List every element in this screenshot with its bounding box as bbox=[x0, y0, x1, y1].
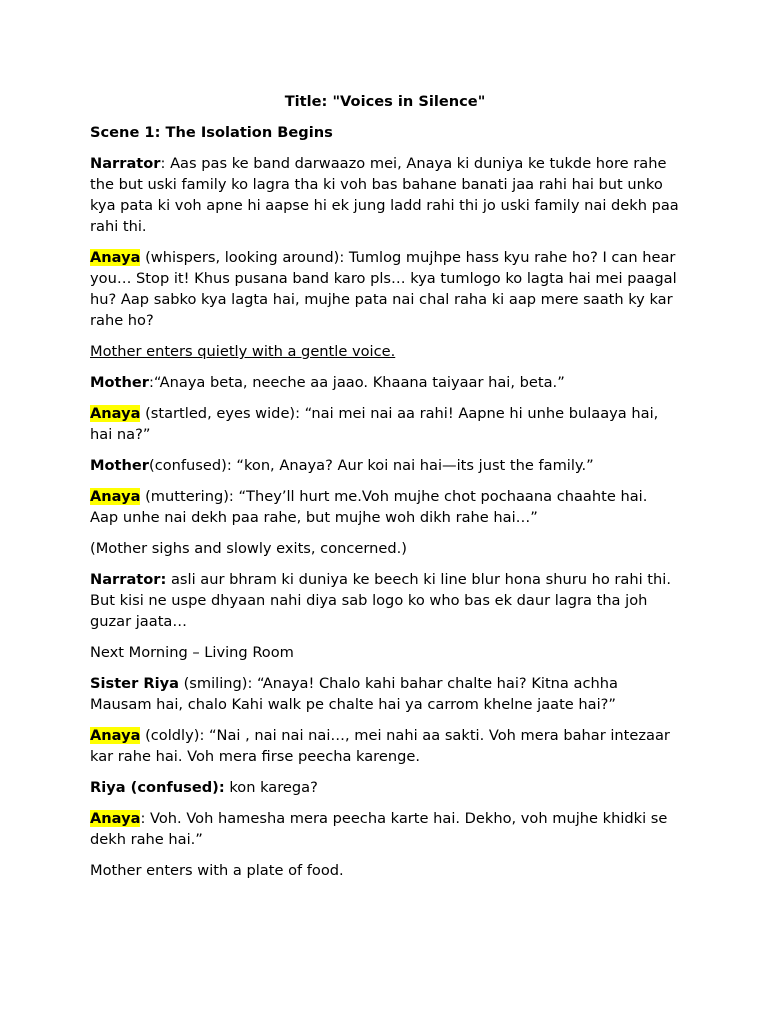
speaker-name: Narrator bbox=[90, 155, 161, 172]
anaya-paragraph bbox=[90, 725, 680, 767]
dialogue-text: (confused): “kon, Anaya? Aur koi nai hai—its just the family.” bbox=[149, 457, 594, 474]
dialogue-text: : Voh. Voh hamesha mera peecha karte hai. Dekho, voh mujhe khidki se dekh rahe hai.” bbox=[90, 810, 668, 848]
riya-paragraph bbox=[90, 673, 680, 715]
document-page bbox=[90, 91, 680, 891]
dialogue-text: (whispers, looking around): Tumlog mujhpe hass kyu rahe ho? I can hear you… Stop it! Khus pusana band karo pls… kya tumlogo ko lagta hai mei paagal hu? Aap sabko kya lagta hai, mujhe pata nai chal raha ki aap mere saath ky kar rahe ho? bbox=[90, 249, 677, 329]
speaker-name: Riya (confused): bbox=[90, 779, 225, 796]
narrator-paragraph bbox=[90, 569, 680, 632]
speaker-name: Mother bbox=[90, 457, 150, 474]
speaker-name-highlighted: Anaya bbox=[90, 249, 141, 266]
speaker-name: Sister Riya bbox=[90, 675, 179, 692]
dialogue-text: :“Anaya beta, neeche aa jaao. Khaana taiyaar hai, beta.” bbox=[149, 374, 565, 391]
dialogue-text: (muttering): “They’ll hurt me.Voh mujhe chot pochaana chaahte hai. Aap unhe nai dekh paa rahe, but mujhe woh dikh rahe hai…” bbox=[90, 488, 648, 526]
mother-paragraph bbox=[90, 372, 680, 393]
dialogue-text: (smiling): “Anaya! Chalo kahi bahar chalte hai? Kitna achha Mausam hai, chalo Kahi walk pe chalte hai ya carrom khelne jaate hai?” bbox=[90, 675, 618, 713]
speaker-name-highlighted: Anaya bbox=[90, 405, 141, 422]
anaya-paragraph bbox=[90, 247, 680, 331]
dialogue-text: (startled, eyes wide): “nai mei nai aa rahi! Aapne hi unhe bulaaya hai, hai na?” bbox=[90, 405, 659, 443]
dialogue-text: kon karega? bbox=[224, 779, 318, 796]
stage-direction: (Mother sighs and slowly exits, concerned.) bbox=[90, 540, 407, 557]
anaya-paragraph bbox=[90, 403, 680, 445]
dialogue-text: (coldly): “Nai , nai nai nai…, mei nahi aa sakti. Voh mera bahar intezaar kar rahe hai. Voh mera firse peecha karenge. bbox=[90, 727, 670, 765]
dialogue-text: : Aas pas ke band darwaazo mei, Anaya ki duniya ke tukde hore rahe the but uski family ko lagra tha ki voh bas bahane banati jaa rahi hai but unko kya pata ki voh apne hi aapse hi ek jung ladd rahi thi jo uski family nai dekh paa rahi thi. bbox=[90, 155, 679, 235]
scene-heading: Scene 1: The Isolation Begins bbox=[90, 124, 333, 141]
stage-direction: Mother enters quietly with a gentle voice. bbox=[90, 343, 396, 360]
speaker-name-highlighted: Anaya bbox=[90, 488, 141, 505]
riya-paragraph bbox=[90, 777, 680, 798]
narrator-paragraph bbox=[90, 153, 680, 237]
anaya-paragraph bbox=[90, 808, 680, 850]
mother-paragraph bbox=[90, 455, 680, 476]
scene-location: Next Morning – Living Room bbox=[90, 644, 294, 661]
speaker-name-highlighted: Anaya bbox=[90, 727, 141, 744]
stage-direction: Mother enters with a plate of food. bbox=[90, 862, 344, 879]
anaya-paragraph bbox=[90, 486, 680, 528]
document-title: Title: "Voices in Silence" bbox=[284, 93, 486, 110]
speaker-name: Narrator: bbox=[90, 571, 167, 588]
dialogue-text: asli aur bhram ki duniya ke beech ki line blur hona shuru ho rahi thi. But kisi ne uspe dhyaan nahi diya sab logo ko who bas ek daur lagra tha joh guzar jaata… bbox=[90, 571, 671, 630]
speaker-name: Mother bbox=[90, 374, 150, 391]
speaker-name-highlighted: Anaya bbox=[90, 810, 141, 827]
